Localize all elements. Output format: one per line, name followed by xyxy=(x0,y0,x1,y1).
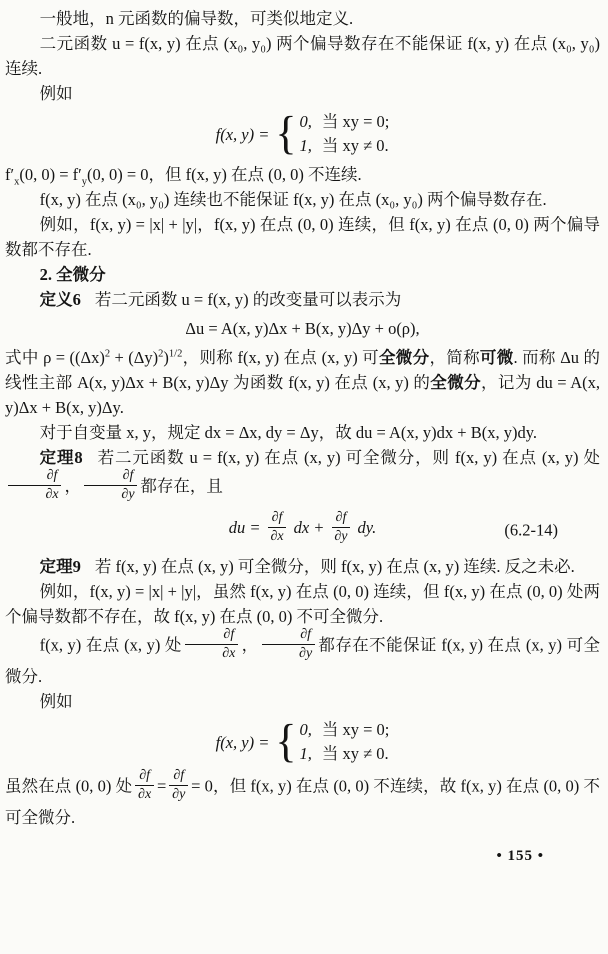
case-value: 1, xyxy=(299,744,312,763)
partial-fraction-y xyxy=(84,468,137,503)
case-value: 0, xyxy=(299,112,312,131)
case-value: 0, xyxy=(299,720,312,739)
equation-text: Δu = A(x, y)Δx + B(x, y)Δy + o(ρ), xyxy=(185,319,420,338)
text-run: ) xyxy=(163,348,169,367)
text-run: (0, 0) = 0，但 f(x, y) 在点 (0, 0) 不连续. xyxy=(87,165,362,184)
equation-body xyxy=(228,510,377,544)
fraction-denominator: ∂x xyxy=(45,487,59,502)
formula-delta-u xyxy=(5,316,600,341)
formula-piecewise-1 xyxy=(5,107,600,160)
paragraph-rho-definition xyxy=(5,345,600,420)
cases-rows xyxy=(299,718,389,766)
fraction-numerator: ∂f xyxy=(84,468,137,486)
paragraph-theorem-8 xyxy=(5,445,600,505)
formula-total-differential-numbered xyxy=(5,512,600,547)
text-run: f′ xyxy=(5,165,15,184)
text-run: du = xyxy=(228,518,261,538)
partial-fraction-x xyxy=(8,468,61,503)
paragraph-partials-not-imply-continuity: 二元函数 u = f(x, y) 在点 (x₀, y₀) 两个偏导数存在不能保证 f(x, y) 在点 (x₀, y₀) 连续. xyxy=(5,34,600,78)
fraction-denominator: ∂x xyxy=(222,646,236,661)
cases-brace: { xyxy=(275,715,297,768)
superscript: 2 xyxy=(104,348,111,360)
fraction-denominator: ∂y xyxy=(334,529,348,544)
case-condition: 当 xy = 0; xyxy=(321,112,390,131)
paragraph-independent-variables: 对于自变量 x, y，规定 dx = Δx, dy = Δy，故 du = A(x, y)dx + B(x, y)dy. xyxy=(39,423,538,442)
paragraph-partials-not-imply-differentiable xyxy=(5,629,600,689)
fraction-numerator: ∂f xyxy=(8,468,61,486)
text-run: 若二元函数 u = f(x, y) 的改变量可以表示为 xyxy=(94,290,402,309)
case-row-1 xyxy=(299,718,389,742)
key-term: 全微分 xyxy=(430,373,482,392)
text-run: 式中 ρ = ((Δx) xyxy=(5,348,105,367)
fraction-denominator: ∂y xyxy=(172,787,186,802)
subscript: x xyxy=(14,176,20,188)
case-row-1 xyxy=(299,110,389,134)
paragraph-partials-zero-not-continuous xyxy=(5,162,600,187)
fraction-denominator: ∂x xyxy=(138,787,152,802)
paragraph-example-label-2: 例如 xyxy=(39,692,73,711)
key-term: 可微 xyxy=(479,348,514,367)
case-condition: 当 xy ≠ 0. xyxy=(321,136,389,155)
definition-label: 定义6 xyxy=(39,290,81,309)
paragraph-definition-6 xyxy=(5,287,600,312)
case-row-2 xyxy=(299,742,389,766)
text-run: 虽然在点 (0, 0) 处 xyxy=(5,776,133,796)
paragraph-theorem-9 xyxy=(5,554,600,579)
text-run: ，则称 f(x, y) 在点 (x, y) 可 xyxy=(182,348,379,367)
key-term: 全微分 xyxy=(378,348,430,367)
text-run: ， xyxy=(241,635,259,655)
text-run: ，简称 xyxy=(429,348,480,367)
fraction-denominator: ∂y xyxy=(121,487,135,502)
text-run: (0, 0) = f′ xyxy=(19,165,82,184)
superscript: 1/2 xyxy=(168,348,183,360)
superscript: 2 xyxy=(158,348,164,360)
partial-fraction-y xyxy=(169,768,188,803)
fraction-denominator: ∂y xyxy=(299,646,313,661)
text-run: dx + xyxy=(293,518,325,538)
fraction-numerator: ∂f xyxy=(332,510,351,528)
partial-fraction-y xyxy=(262,627,315,662)
case-value: 1, xyxy=(299,136,312,155)
text-run: 都存在不能保证 f(x, y) 在点 (x, y) 可全微分. xyxy=(5,635,600,686)
text-run: ， xyxy=(64,476,81,496)
page-number: • 155 • xyxy=(496,848,544,864)
cases-formula xyxy=(215,107,390,160)
case-row-2 xyxy=(299,134,389,158)
equation-number: (6.2-14) xyxy=(504,520,558,539)
text-run: 都存在，且 xyxy=(140,476,223,496)
text-run: dy. xyxy=(357,518,377,538)
partial-fraction-x xyxy=(135,768,154,803)
text-run: 若二元函数 u = f(x, y) 在点 (x, y) 可全微分，则 f(x, y) 在点 (x, y) 处 xyxy=(96,448,600,467)
text-run: + (Δy) xyxy=(110,348,159,367)
fraction-numerator: ∂f xyxy=(185,627,238,645)
section-heading-total-differential: 2. 全微分 xyxy=(39,265,106,284)
text-run: ，记为 du = A(x, y)Δx + B(x, y)Δy. xyxy=(5,373,600,417)
paragraph-general-definition: 一般地，n 元函数的偏导数，可类似地定义. xyxy=(39,9,354,28)
fraction-denominator: ∂x xyxy=(270,529,284,544)
partial-fraction-x xyxy=(268,510,287,545)
paragraph-conclusion xyxy=(5,770,600,830)
text-run: = xyxy=(157,776,167,796)
cases-lhs: f(x, y) = xyxy=(215,732,270,752)
cases-lhs: f(x, y) = xyxy=(215,124,270,144)
partial-fraction-y xyxy=(332,510,351,545)
formula-piecewise-2 xyxy=(5,715,600,768)
text-run: . 而称 Δu 的线性主部 A(x, y)Δx + B(x, y)Δy 为函数 f(x, y) 在点 (x, y) 的 xyxy=(5,348,601,392)
fraction-numerator: ∂f xyxy=(135,768,154,786)
cases-brace: { xyxy=(275,107,297,160)
theorem-label: 定理9 xyxy=(39,557,81,576)
fraction-numerator: ∂f xyxy=(262,627,315,645)
paragraph-abs-example-2: 例如，f(x, y) = |x| + |y|，虽然 f(x, y) 在点 (0, 0) 连续，但 f(x, y) 在点 (0, 0) 处两个偏导数都不存在，故 f(x, y) 在点 (0, 0) 不可全微分. xyxy=(5,582,600,626)
case-condition: 当 xy ≠ 0. xyxy=(321,744,389,763)
cases-formula xyxy=(215,715,390,768)
cases-rows xyxy=(299,110,389,158)
subscript: y xyxy=(81,176,88,188)
paragraph-example-label-1: 例如 xyxy=(39,84,73,103)
case-condition: 当 xy = 0; xyxy=(321,720,390,739)
partial-fraction-x xyxy=(185,627,238,662)
fraction-numerator: ∂f xyxy=(268,510,287,528)
fraction-numerator: ∂f xyxy=(169,768,188,786)
theorem-label: 定理8 xyxy=(39,448,83,467)
paragraph-continuity-not-imply-partials: f(x, y) 在点 (x₀, y₀) 连续也不能保证 f(x, y) 在点 (x₀, y₀) 两个偏导数存在. xyxy=(39,190,547,209)
text-run: = 0，但 f(x, y) 在点 (0, 0) 不连续，故 f(x, y) 在点 (0, 0) 不可全微分. xyxy=(5,776,600,827)
text-run: f(x, y) 在点 (x, y) 处 xyxy=(39,635,182,655)
paragraph-abs-example-1: 例如，f(x, y) = |x| + |y|，f(x, y) 在点 (0, 0) 连续，但 f(x, y) 在点 (0, 0) 两个偏导数都不存在. xyxy=(5,215,600,259)
text-run: 若 f(x, y) 在点 (x, y) 可全微分，则 f(x, y) 在点 (x, y) 连续. 反之未必. xyxy=(94,557,575,576)
